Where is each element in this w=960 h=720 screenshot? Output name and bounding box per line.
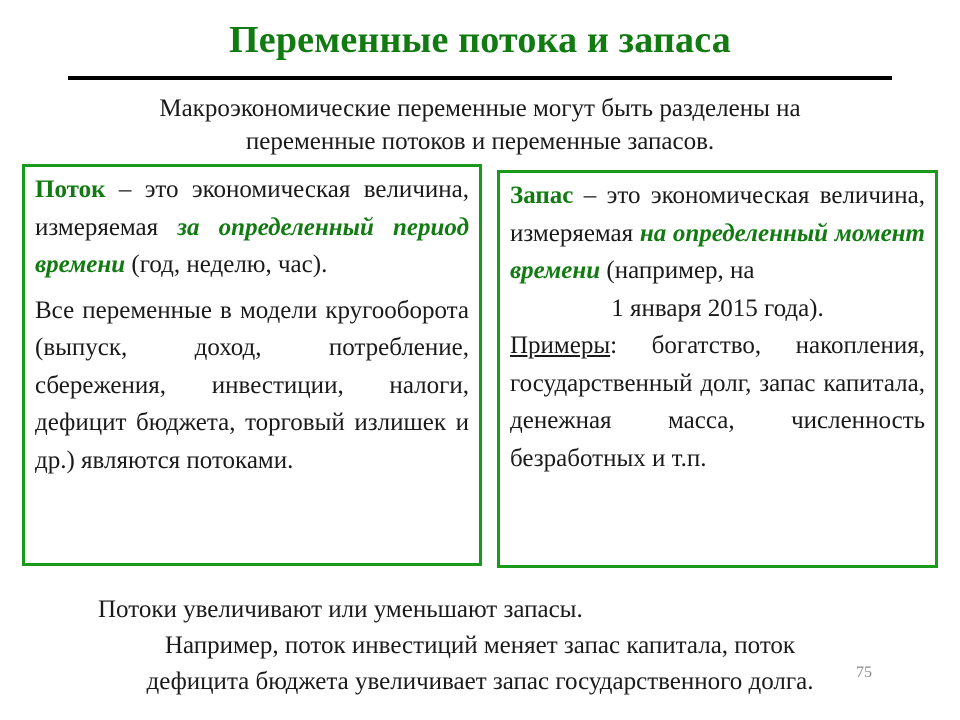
slide-title: Переменные потока и запаса xyxy=(229,19,731,61)
footer-line-3: дефицита бюджета увеличивает запас государственного долга. xyxy=(146,668,814,695)
intro-line-2: переменные потоков и переменные запасов. xyxy=(245,128,715,155)
flow-def-text: – это экономическая величина, измеряемая xyxy=(35,176,469,241)
stock-examples-label: Примеры xyxy=(510,332,611,359)
stock-term: Запас xyxy=(510,182,574,209)
footer-line-2: Например, поток инвестиций меняет запас капитала, поток xyxy=(164,632,796,659)
stock-definition-box xyxy=(497,170,938,568)
stock-def-text: – это экономическая величина, измеряемая xyxy=(510,182,925,247)
flow-term: Поток xyxy=(35,176,106,203)
flow-def-emphasis: за определенный период времени xyxy=(35,213,469,278)
stock-examples-text: : богатство, накопления, государственный долг, запас капитала, денежная масса, численность безработных и т.п. xyxy=(510,332,925,472)
stock-definition xyxy=(510,177,925,327)
title-divider xyxy=(68,76,892,80)
flow-def-tail: (год, неделю, час). xyxy=(125,251,328,278)
page-number: 75 xyxy=(856,664,872,681)
flow-variables-paragraph: Все переменные в модели кругооборота (выпуск, доход, потребление, сбережения, инвестиции, налоги, дефицит бюджета, торговый излишек и др.) являются потоками. xyxy=(35,296,469,474)
stock-def-emphasis: на определенный момент времени xyxy=(510,219,925,284)
stock-def-tail: (например, на xyxy=(600,257,755,284)
intro-line-1: Макроэкономические переменные могут быть разделены на xyxy=(159,95,801,122)
footer-line-1: Потоки увеличивают или уменьшают запасы. xyxy=(98,596,583,623)
stock-date-line: 1 января 2015 года). xyxy=(611,294,824,322)
stock-examples xyxy=(510,327,925,477)
intro-text xyxy=(0,92,960,158)
flow-definition-box xyxy=(22,164,482,566)
flow-definition xyxy=(35,171,469,284)
